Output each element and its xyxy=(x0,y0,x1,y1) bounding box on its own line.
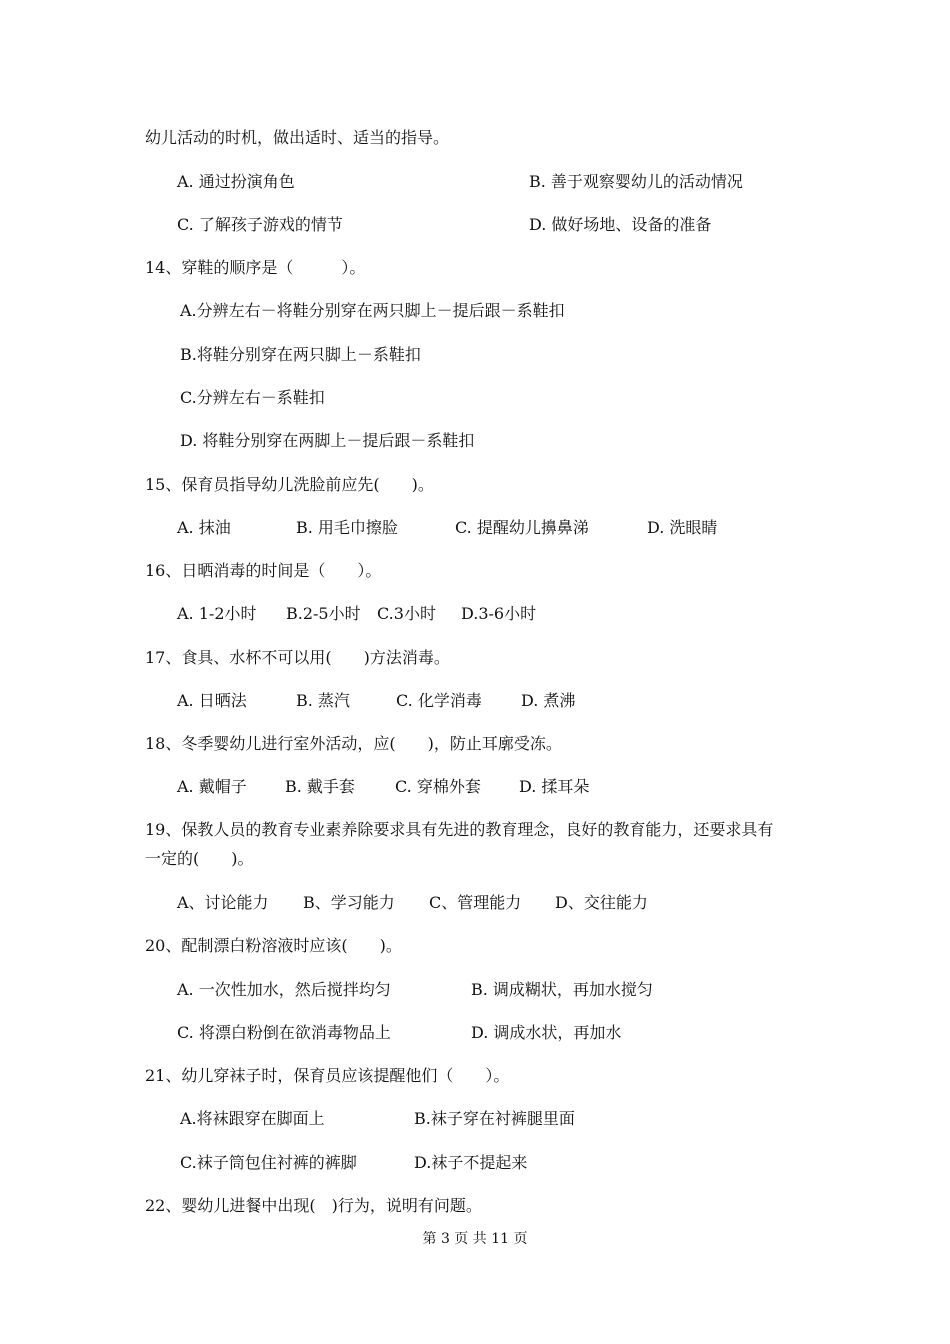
q22-question: 22、婴幼儿进餐中出现( )行为，说明有问题。 xyxy=(145,1196,482,1215)
q16-option-c: C.3小时 xyxy=(377,604,436,623)
q21-option-d: D.袜子不提起来 xyxy=(414,1153,528,1172)
q17-option-c: C. 化学消毒 xyxy=(396,691,482,710)
q19-option-c: C、管理能力 xyxy=(429,893,522,912)
q14-option-a: A.分辨左右－将鞋分别穿在两只脚上－提后跟－系鞋扣 xyxy=(180,301,565,320)
q19-question-line2: 一定的( )。 xyxy=(145,849,254,868)
q19-option-a: A、讨论能力 xyxy=(177,893,269,912)
q21-option-a: A.将袜跟穿在脚面上 xyxy=(180,1109,325,1128)
q18-option-a: A. 戴帽子 xyxy=(177,777,247,796)
intro-line: 幼儿活动的时机，做出适时、适当的指导。 xyxy=(145,128,450,147)
q18-option-c: C. 穿棉外套 xyxy=(395,777,481,796)
q20-question: 20、配制漂白粉溶液时应该( )。 xyxy=(145,936,402,955)
q19-option-d: D、交往能力 xyxy=(555,893,648,912)
q17-option-b: B. 蒸汽 xyxy=(296,691,350,710)
q17-option-a: A. 日晒法 xyxy=(177,691,247,710)
q18-option-d: D. 揉耳朵 xyxy=(519,777,590,796)
q14-option-b: B.将鞋分别穿在两只脚上－系鞋扣 xyxy=(180,345,421,364)
q16-question: 16、日晒消毒的时间是（ ）。 xyxy=(145,561,382,580)
q13-option-c: C. 了解孩子游戏的情节 xyxy=(177,215,343,234)
q18-question: 18、冬季婴幼儿进行室外活动，应( )，防止耳廓受冻。 xyxy=(145,734,562,753)
q14-option-c: C.分辨左右－系鞋扣 xyxy=(180,388,325,407)
q20-option-a: A. 一次性加水，然后搅拌均匀 xyxy=(177,980,391,999)
q15-option-a: A. 抹油 xyxy=(177,518,231,537)
q19-question-line1: 19、保教人员的教育专业素养除要求具有先进的教育理念，良好的教育能力，还要求具有 xyxy=(145,820,774,839)
page-footer: 第 3 页 共 11 页 xyxy=(422,1231,528,1247)
q15-option-d: D. 洗眼睛 xyxy=(647,518,718,537)
q17-option-d: D. 煮沸 xyxy=(521,691,576,710)
q21-question: 21、幼儿穿袜子时，保育员应该提醒他们（ ）。 xyxy=(145,1066,510,1085)
q14-option-d: D. 将鞋分别穿在两脚上－提后跟－系鞋扣 xyxy=(180,431,475,450)
q20-option-b: B. 调成糊状，再加水搅匀 xyxy=(471,980,653,999)
q13-option-a: A. 通过扮演角色 xyxy=(177,172,295,191)
q13-option-b: B. 善于观察婴幼儿的活动情况 xyxy=(529,172,743,191)
q20-option-c: C. 将漂白粉倒在欲消毒物品上 xyxy=(177,1023,391,1042)
q21-option-b: B.袜子穿在衬裤腿里面 xyxy=(414,1109,575,1128)
q14-question: 14、穿鞋的顺序是（ ）。 xyxy=(145,258,366,277)
q15-question: 15、保育员指导幼儿洗脸前应先( )。 xyxy=(145,475,434,494)
q13-option-d: D. 做好场地、设备的准备 xyxy=(529,215,712,234)
q15-option-b: B. 用毛巾擦脸 xyxy=(296,518,398,537)
q15-option-c: C. 提醒幼儿擤鼻涕 xyxy=(455,518,589,537)
q19-option-b: B、学习能力 xyxy=(303,893,395,912)
q17-question: 17、食具、水杯不可以用( )方法消毒。 xyxy=(145,648,450,667)
q20-option-d: D. 调成水状，再加水 xyxy=(471,1023,622,1042)
q16-option-a: A. 1-2小时 xyxy=(177,604,257,623)
q18-option-b: B. 戴手套 xyxy=(285,777,355,796)
q21-option-c: C.袜子筒包住衬裤的裤脚 xyxy=(180,1153,357,1172)
q16-option-b: B.2-5小时 xyxy=(286,604,361,623)
q16-option-d: D.3-6小时 xyxy=(461,604,537,623)
